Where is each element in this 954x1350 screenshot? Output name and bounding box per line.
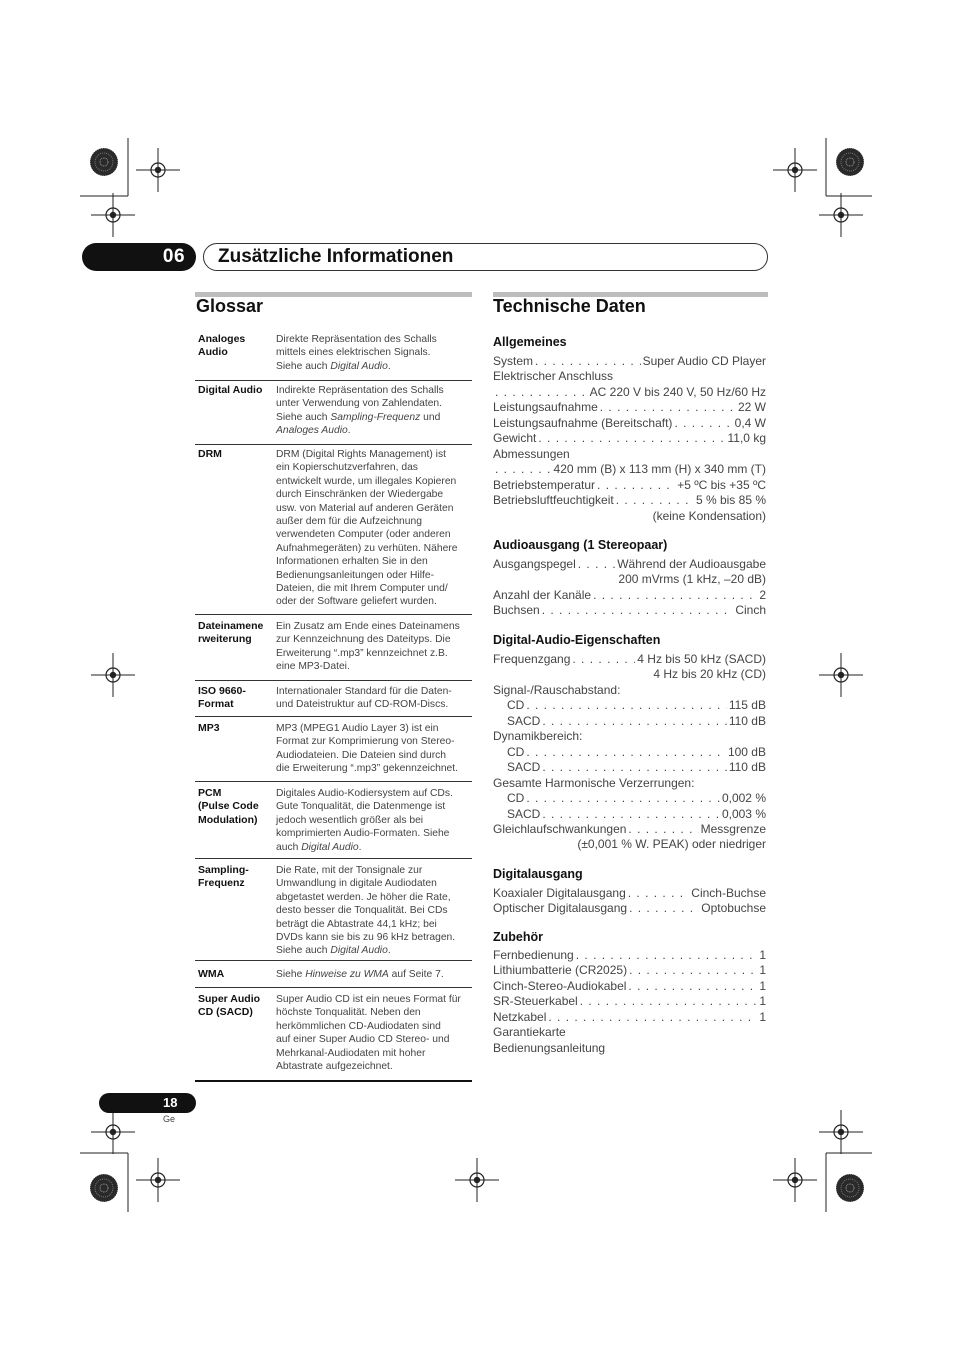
glossary-definition bbox=[276, 993, 472, 1073]
definition-line: Digitales Audio-Kodiersystem auf CDs. bbox=[276, 788, 453, 799]
leader-dots bbox=[526, 790, 720, 806]
leader-dots bbox=[542, 713, 727, 729]
crosshair-icon bbox=[455, 1158, 499, 1202]
star-target-icon bbox=[836, 1174, 864, 1202]
leader-dots bbox=[542, 602, 734, 618]
glossary-term: MP3 bbox=[198, 722, 220, 734]
spec-label: Fernbedienung bbox=[493, 948, 574, 962]
definition-line: höchste Tonqualität. Neben den bbox=[276, 1007, 421, 1019]
spec-label: Optischer Digitalausgang bbox=[493, 901, 628, 915]
spec-value: 110 dB bbox=[728, 714, 766, 728]
leader-dots bbox=[600, 399, 736, 415]
crosshair-icon bbox=[819, 1110, 863, 1154]
glossary-divider bbox=[195, 444, 472, 445]
definition-line: Aufnahmegeräten) zu verhüten. Nähere bbox=[276, 542, 458, 554]
leader-dots bbox=[593, 587, 757, 603]
spec-label: Betriebstemperatur bbox=[493, 478, 596, 492]
spec-value: 4 Hz bis 20 kHz (CD) bbox=[653, 667, 766, 681]
spec-line bbox=[493, 384, 766, 400]
spec-line bbox=[493, 368, 766, 384]
spec-value: 1 bbox=[759, 994, 766, 1008]
leader-dots bbox=[572, 651, 635, 667]
leader-dots bbox=[616, 492, 694, 508]
spec-line bbox=[493, 1009, 766, 1025]
leader-dots bbox=[629, 962, 757, 978]
spec-value: Super Audio CD Player bbox=[642, 354, 766, 368]
definition-line: Super Audio CD ist ein neues Format für bbox=[276, 994, 461, 1005]
definition-line: Ein Zusatz am Ende eines Dateinamens bbox=[276, 621, 460, 632]
glossary-divider bbox=[195, 987, 472, 988]
crosshair-icon bbox=[91, 193, 135, 237]
spec-value: 0,003 % bbox=[721, 807, 766, 821]
definition-line: desto besser die Tonqualität. Bei CDs bbox=[276, 905, 448, 917]
spec-label: Frequenzgang bbox=[493, 652, 571, 666]
spec-label: Lithiumbatterie (CR2025) bbox=[493, 963, 628, 977]
specs-title: Technische Daten bbox=[493, 296, 646, 316]
glossary-term: Analoges Audio bbox=[198, 333, 246, 359]
spec-value: 200 mVrms (1 kHz, –20 dB) bbox=[618, 572, 766, 586]
spec-line bbox=[493, 744, 766, 760]
definition-line: Mehrkanal-Audiodaten mit hoher bbox=[276, 1047, 426, 1059]
definition-line: Direkte Repräsentation des Schalls bbox=[276, 334, 437, 345]
spec-label: Gleichlaufschwankungen bbox=[493, 822, 627, 836]
glossary-divider bbox=[195, 716, 472, 717]
leader-dots bbox=[526, 744, 726, 760]
spec-value: 0,002 % bbox=[721, 791, 766, 805]
definition-line: mittels eines elektrischen Signals. bbox=[276, 347, 431, 359]
spec-line bbox=[493, 556, 766, 572]
spec-label: SACD bbox=[507, 760, 541, 774]
page-number: 18 bbox=[99, 1093, 196, 1113]
spec-group-heading: Digital-Audio-Eigenschaften bbox=[493, 633, 661, 647]
spec-label: Buchsen bbox=[493, 603, 540, 617]
spec-label: Betriebsluftfeuchtigkeit bbox=[493, 493, 614, 507]
spec-line bbox=[493, 571, 766, 587]
spec-label: CD bbox=[507, 745, 525, 759]
glossary-definition bbox=[276, 685, 472, 712]
spec-value: AC 220 V bis 240 V, 50 Hz/60 Hz bbox=[589, 385, 766, 399]
leader-dots bbox=[495, 384, 588, 400]
spec-line bbox=[493, 885, 766, 901]
glossary-definition bbox=[276, 864, 472, 958]
glossary-divider bbox=[195, 614, 472, 615]
spec-value: 110 dB bbox=[728, 760, 766, 774]
spec-line bbox=[493, 492, 766, 508]
definition-line: Indirekte Repräsentation des Schalls bbox=[276, 385, 444, 396]
leader-dots bbox=[535, 353, 641, 369]
glossary-term: Super Audio CD (SACD) bbox=[198, 993, 261, 1019]
glossary-divider bbox=[195, 781, 472, 782]
definition-line: MP3 (MPEG1 Audio Layer 3) ist ein bbox=[276, 723, 439, 734]
spec-label: Bedienungsanleitung bbox=[493, 1041, 606, 1055]
spec-value: 100 dB bbox=[727, 745, 766, 759]
leader-dots bbox=[495, 461, 552, 477]
star-target-icon bbox=[90, 1174, 118, 1202]
spec-label: Dynamikbereich: bbox=[493, 729, 583, 743]
spec-label: SACD bbox=[507, 714, 541, 728]
chapter-title-box bbox=[203, 243, 768, 271]
glossary-term: Dateinamene rweiterung bbox=[198, 620, 264, 646]
definition-line: durch Einschränken der Wiedergabe bbox=[276, 489, 444, 501]
crosshair-icon bbox=[819, 193, 863, 237]
spec-value: 2 bbox=[759, 588, 766, 602]
definition-line: außer dem für die Aufzeichnung bbox=[276, 516, 422, 528]
spec-group-heading: Allgemeines bbox=[493, 335, 567, 349]
spec-line bbox=[493, 728, 766, 744]
glossary-divider bbox=[195, 858, 472, 859]
spec-label: Koaxialer Digitalausgang bbox=[493, 886, 626, 900]
definition-line: Siehe Hinweise zu WMA auf Seite 7. bbox=[276, 969, 444, 980]
spec-line bbox=[493, 821, 766, 837]
leader-dots bbox=[526, 697, 727, 713]
spec-value: 0,4 W bbox=[734, 416, 766, 430]
definition-line: Siehe auch Sampling-Frequenz und bbox=[276, 411, 441, 423]
glossary-term: DRM bbox=[198, 448, 222, 460]
glossary-term: Sampling- Frequenz bbox=[198, 864, 249, 890]
spec-line bbox=[493, 602, 766, 618]
glossary-divider bbox=[195, 680, 472, 681]
spec-label: Netzkabel bbox=[493, 1010, 547, 1024]
spec-value: Cinch-Buchse bbox=[691, 886, 766, 900]
spec-line bbox=[493, 430, 766, 446]
spec-label: CD bbox=[507, 791, 525, 805]
leader-dots bbox=[578, 556, 615, 572]
spec-line bbox=[493, 399, 766, 415]
definition-line: Erweiterung “.mp3” kennzeichnet z.B. bbox=[276, 647, 448, 659]
spec-label: Cinch-Stereo-Audiokabel bbox=[493, 979, 627, 993]
definition-line: Die Rate, mit der Tonsignale zur bbox=[276, 865, 423, 876]
definition-line: Audiodateien. Die Dateien sind durch bbox=[276, 749, 447, 761]
star-target-icon bbox=[836, 148, 864, 176]
spec-line bbox=[493, 1040, 766, 1056]
spec-label: Gewicht bbox=[493, 431, 537, 445]
spec-line bbox=[493, 415, 766, 431]
definition-line: zur Kennzeichnung des Dateityps. Die bbox=[276, 634, 451, 646]
crosshair-icon bbox=[136, 148, 180, 192]
definition-line: DVDs kann sie bis zu 96 kHz betragen. bbox=[276, 932, 456, 944]
spec-label: Leistungsaufnahme bbox=[493, 400, 598, 414]
glossary-definition bbox=[276, 968, 472, 981]
crosshair-icon bbox=[136, 1158, 180, 1202]
glossary-title: Glossar bbox=[196, 296, 264, 316]
spec-label: Abmessungen bbox=[493, 447, 570, 461]
glossary-definition bbox=[276, 384, 472, 438]
spec-line bbox=[493, 993, 766, 1009]
glossary-definition bbox=[276, 787, 472, 854]
spec-value: 1 bbox=[759, 979, 766, 993]
definition-line: DRM (Digital Rights Management) ist bbox=[276, 449, 446, 460]
spec-value: (keine Kondensation) bbox=[652, 509, 766, 523]
leader-dots bbox=[580, 993, 758, 1009]
definition-line: usw. von Material auf anderen Geräten bbox=[276, 502, 454, 514]
spec-line bbox=[493, 790, 766, 806]
spec-line bbox=[493, 697, 766, 713]
spec-value: +5 ºC bis +35 ºC bbox=[677, 478, 766, 492]
spec-label: Gesamte Harmonische Verzerrungen: bbox=[493, 776, 695, 790]
definition-line: Dateien, die mit Ihrem Computer und/ bbox=[276, 583, 448, 595]
leader-dots bbox=[548, 1009, 757, 1025]
spec-line bbox=[493, 508, 766, 524]
spec-group-heading: Zubehör bbox=[493, 930, 543, 944]
definition-line: Siehe auch Digital Audio. bbox=[276, 945, 391, 957]
spec-value: 115 dB bbox=[728, 698, 766, 712]
definition-line: Informationen erhalten Sie in den bbox=[276, 556, 428, 568]
spec-label: Ausgangspegel bbox=[493, 557, 576, 571]
definition-line: ein Kopierschutzverfahren, das bbox=[276, 462, 418, 474]
glossary-divider bbox=[195, 380, 472, 381]
spec-value: (±0,001 % W. PEAK) oder niedriger bbox=[577, 837, 766, 851]
glossary-end-rule bbox=[195, 1080, 472, 1082]
leader-dots bbox=[542, 759, 727, 775]
spec-line bbox=[493, 836, 766, 852]
spec-value: 22 W bbox=[737, 400, 766, 414]
spec-line bbox=[493, 682, 766, 698]
definition-line: jedoch wesentlich größer als bei bbox=[276, 814, 424, 826]
spec-line bbox=[493, 900, 766, 916]
definition-line: Format zur Komprimierung von Stereo- bbox=[276, 736, 455, 748]
glossary-definition bbox=[276, 333, 472, 373]
spec-group-heading: Audioausgang (1 Stereopaar) bbox=[493, 538, 668, 552]
spec-line bbox=[493, 978, 766, 994]
spec-value: Messgrenze bbox=[700, 822, 766, 836]
crosshair-icon bbox=[819, 653, 863, 697]
leader-dots bbox=[538, 430, 725, 446]
definition-line: abgetastet werden. Je höher die Rate, bbox=[276, 891, 451, 903]
spec-label: Elektrischer Anschluss bbox=[493, 369, 614, 383]
spec-value: 420 mm (B) x 113 mm (H) x 340 mm (T) bbox=[553, 462, 766, 476]
leader-dots bbox=[542, 806, 720, 822]
leader-dots bbox=[674, 415, 732, 431]
spec-line bbox=[493, 446, 766, 462]
spec-label: CD bbox=[507, 698, 525, 712]
definition-line: unter Verwendung von Zahlendaten. bbox=[276, 398, 443, 410]
spec-label: Garantiekarte bbox=[493, 1025, 566, 1039]
glossary-definition bbox=[276, 620, 472, 674]
definition-line: Abtastrate aufgezeichnet. bbox=[276, 1061, 393, 1073]
definition-line: Umwandlung in digitale Audiodaten bbox=[276, 878, 437, 890]
definition-line: verwendeten Computer (oder anderen bbox=[276, 529, 451, 541]
definition-line: und Dateistruktur auf CD-ROM-Discs. bbox=[276, 699, 449, 711]
spec-value: 11,0 kg bbox=[727, 431, 766, 445]
definition-line: auch Digital Audio. bbox=[276, 841, 362, 853]
definition-line: herkömmlichen CD-Audiodaten sind bbox=[276, 1020, 441, 1032]
spec-value: Optobuchse bbox=[701, 901, 766, 915]
spec-line bbox=[493, 666, 766, 682]
spec-line bbox=[493, 962, 766, 978]
chapter-number: 06 bbox=[82, 243, 196, 271]
spec-line bbox=[493, 713, 766, 729]
definition-line: Siehe auch Digital Audio. bbox=[276, 360, 391, 372]
spec-line bbox=[493, 1024, 766, 1040]
spec-line bbox=[493, 587, 766, 603]
crosshair-icon bbox=[773, 148, 817, 192]
spec-value: 1 bbox=[759, 963, 766, 977]
definition-line: komprimierten Audio-Formaten. Siehe bbox=[276, 828, 450, 840]
spec-label: SR-Steuerkabel bbox=[493, 994, 578, 1008]
glossary-term: PCM (Pulse Code Modulation) bbox=[198, 787, 259, 826]
leader-dots bbox=[628, 885, 690, 901]
spec-line bbox=[493, 947, 766, 963]
page-language: Ge bbox=[163, 1114, 176, 1124]
spec-value: Cinch bbox=[735, 603, 766, 617]
spec-value: 4 Hz bis 50 kHz (SACD) bbox=[637, 652, 766, 666]
spec-group-heading: Digitalausgang bbox=[493, 867, 583, 881]
definition-line: Internationaler Standard für die Daten- bbox=[276, 686, 452, 697]
spec-line bbox=[493, 353, 766, 369]
spec-line bbox=[493, 477, 766, 493]
glossary-divider bbox=[195, 960, 472, 961]
leader-dots bbox=[597, 477, 675, 493]
spec-line bbox=[493, 651, 766, 667]
crosshair-icon bbox=[773, 1158, 817, 1202]
chapter-title: Zusätzliche Informationen bbox=[218, 246, 454, 267]
definition-line: die Erweiterung “.mp3” gekennzeichnet. bbox=[276, 763, 459, 775]
spec-line bbox=[493, 775, 766, 791]
spec-value: Während der Audioausgabe bbox=[617, 557, 766, 571]
star-target-icon bbox=[90, 148, 118, 176]
leader-dots bbox=[576, 947, 758, 963]
leader-dots bbox=[628, 978, 757, 994]
definition-line: Analoges Audio. bbox=[276, 425, 351, 437]
spec-label: SACD bbox=[507, 807, 541, 821]
definition-line: oder der Software geliefert wurden. bbox=[276, 596, 437, 608]
glossary-term: ISO 9660- Format bbox=[198, 685, 246, 711]
definition-line: Bedienungsanleitungen oder Hilfe- bbox=[276, 569, 434, 581]
spec-value: 5 % bis 85 % bbox=[695, 493, 766, 507]
spec-value: 1 bbox=[759, 948, 766, 962]
glossary-definition bbox=[276, 722, 472, 776]
glossary-definition bbox=[276, 448, 472, 609]
definition-line: eine MP3-Datei. bbox=[276, 661, 350, 673]
spec-line bbox=[493, 806, 766, 822]
leader-dots bbox=[629, 900, 699, 916]
definition-line: Gute Tonqualität, die Datenmenge ist bbox=[276, 801, 446, 813]
spec-label: Signal-/Rauschabstand: bbox=[493, 683, 621, 697]
spec-label: Anzahl der Kanäle bbox=[493, 588, 592, 602]
spec-label: System bbox=[493, 354, 534, 368]
definition-line: beträgt die Abtastrate 44,1 kHz; bei bbox=[276, 918, 437, 930]
spec-line bbox=[493, 461, 766, 477]
crosshair-icon bbox=[91, 1110, 135, 1154]
spec-label: Leistungsaufnahme (Bereitschaft) bbox=[493, 416, 673, 430]
leader-dots bbox=[628, 821, 698, 837]
spec-value: 1 bbox=[759, 1010, 766, 1024]
spec-line bbox=[493, 759, 766, 775]
crosshair-icon bbox=[91, 653, 135, 697]
definition-line: auf einer Super Audio CD Stereo- und bbox=[276, 1034, 450, 1046]
glossary-term: Digital Audio bbox=[198, 384, 263, 396]
definition-line: entwickelt wurde, um illegales Kopieren bbox=[276, 475, 457, 487]
glossary-term: WMA bbox=[198, 968, 225, 980]
